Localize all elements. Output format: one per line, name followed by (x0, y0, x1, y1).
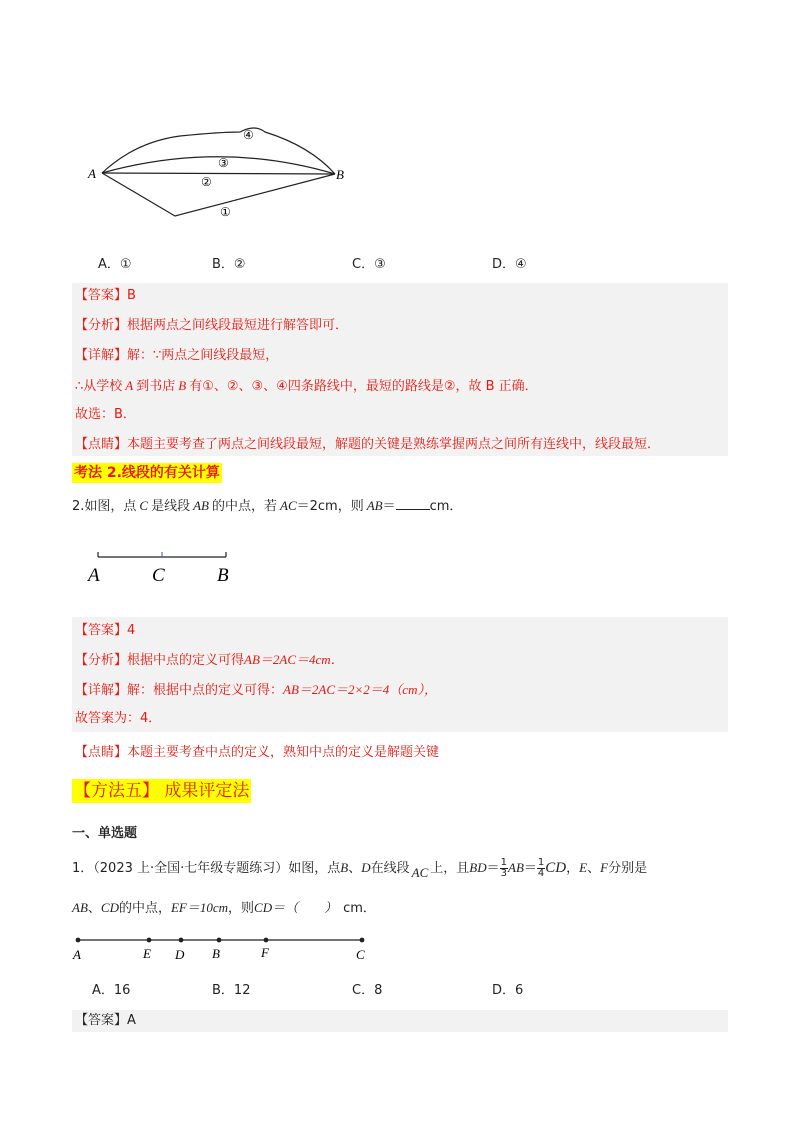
q1-answer (75, 287, 136, 305)
point-c-dot (360, 938, 365, 943)
detail-var-b: B (178, 378, 187, 393)
q3-stem-line2 (72, 899, 376, 918)
analysis-expr: AB＝2AC＝4cm． (244, 652, 344, 667)
stem-text: 的中点， (118, 901, 171, 916)
stem-text: ，则 (228, 901, 255, 916)
stem-var-ab: AB (193, 498, 209, 513)
stem-text: 、 (587, 861, 601, 876)
comment-tag: 【点睛】 (75, 745, 128, 760)
option-d: D．④ (492, 257, 527, 272)
stem-text: 、 (87, 901, 101, 916)
stem-var-ac: AC (411, 865, 429, 880)
stem-text: 2.如图，点 (72, 499, 137, 514)
point-a-label: A (88, 565, 100, 586)
fraction-one-third: $\frac{1}{3}$ (500, 857, 508, 879)
route-1-label: ① (220, 205, 231, 219)
stem-var-c: C (139, 498, 149, 513)
equals: ＝ (486, 861, 500, 876)
detail-tag: 【详解】 (75, 348, 128, 363)
comment-text: 本题主要考查中点的定义，熟知中点的定义是解题关键 (127, 745, 440, 760)
option-c: C．③ (352, 257, 386, 272)
q2-solution-block (72, 617, 728, 732)
point-e-dot (147, 938, 152, 943)
point-a-dot (76, 938, 81, 943)
point-a-label: A (73, 947, 81, 962)
method-heading: 【方法五】 成果评定法 (74, 781, 250, 801)
option-b: B．12 (212, 983, 251, 998)
q3-solution-block (72, 1010, 728, 1032)
stem-var-cd: CD (100, 900, 119, 915)
option-a: A．16 (92, 983, 131, 998)
answer-value: B (127, 288, 136, 303)
answer-tag: 【答案】 (75, 1013, 128, 1028)
analysis-text: 根据中点的定义可得 (127, 653, 245, 668)
q1-solution-block (72, 283, 728, 456)
q2-answer (75, 622, 135, 640)
option-c: C．8 (352, 983, 383, 998)
stem-var-ac: AC (280, 498, 297, 513)
point-f-label: F (261, 945, 269, 960)
point-d-label: D (175, 947, 185, 962)
detail-tag: 【详解】 (75, 683, 128, 698)
q1-detail-line2 (75, 377, 538, 396)
detail-text: ∴从学校 (75, 379, 123, 394)
point-b-label: B (212, 946, 220, 961)
option-a: A．① (98, 257, 132, 272)
q1-detail-line3: 故选：B． (75, 407, 136, 422)
stem-text: ＝2cm，则 (296, 499, 364, 514)
analysis-tag: 【分析】 (75, 653, 128, 668)
q1-analysis (75, 317, 348, 335)
fraction-one-fourth: $\frac{1}{4}$ (537, 857, 545, 879)
stem-text: 上，且 (430, 861, 470, 876)
expr-cd-blank: CD＝（ ） (254, 900, 338, 915)
answer-value: 4 (127, 623, 136, 638)
expr-ab: AB (508, 860, 524, 875)
detail-text: 解：根据中点的定义可得： (127, 683, 284, 698)
answer-blank[interactable] (396, 497, 430, 510)
q2-detail-line2: 故答案为：4． (75, 711, 162, 726)
q2-comment (75, 744, 439, 762)
section-heading: 考法 2.线段的有关计算 (74, 465, 220, 481)
q3-answer (75, 1012, 136, 1030)
point-b-label: B (336, 167, 344, 182)
stem-text: 分别是 (608, 861, 648, 876)
expr-ef: EF＝10cm (170, 900, 229, 915)
stem-text: cm． (343, 901, 376, 916)
comment-tag: 【点睛】 (75, 437, 128, 452)
stem-text: 在线段 (370, 861, 410, 876)
route-figure (80, 118, 360, 228)
expr-bd: BD (469, 860, 487, 875)
route-3-label: ③ (218, 156, 229, 170)
analysis-text: 根据两点之间线段最短进行解答即可． (127, 318, 349, 333)
point-c-label: C (356, 947, 365, 962)
detail-text: 到书店 (136, 379, 176, 394)
detail-line1: 解：∵两点之间线段最短， (127, 348, 279, 363)
point-e-label: E (143, 946, 151, 961)
option-b: B．② (212, 257, 246, 272)
segment-figure (84, 548, 244, 588)
part-heading: 一、单选题 (72, 826, 138, 841)
stem-text: 、 (348, 861, 362, 876)
analysis-tag: 【分析】 (75, 318, 128, 333)
answer-tag: 【答案】 (75, 288, 128, 303)
comment-text: 本题主要考查了两点之间线段最短，解题的关键是熟练掌握两点之间所有连线中，线段最短． (127, 437, 661, 452)
stem-text: ， (566, 861, 580, 876)
route-2-path (102, 173, 335, 174)
stem-text: 是线段 (151, 499, 191, 514)
q2-analysis (75, 651, 344, 670)
route-2-label: ② (201, 175, 212, 189)
equals: ＝ (523, 861, 537, 876)
point-d-dot (179, 938, 184, 943)
stem-text: ＝ (382, 499, 396, 514)
q3-stem (72, 855, 647, 881)
stem-text: 1．（2023 上·全国·七年级专题练习）如图，点 (72, 861, 341, 876)
route-4-label: ④ (243, 128, 254, 142)
detail-var-a: A (125, 378, 134, 393)
answer-value: A (127, 1013, 136, 1028)
point-b-dot (217, 938, 222, 943)
detail-expr: AB＝2AC＝2×2＝4（cm）， (283, 682, 437, 697)
stem-var-d: D (361, 860, 371, 875)
stem-text: cm． (429, 499, 463, 514)
detail-text: 有①、②、③、④四条路线中，最短的路线是②，故 B 正确． (189, 379, 538, 394)
stem-var-b: B (340, 860, 349, 875)
q2-detail (75, 681, 437, 700)
q1-comment (75, 436, 660, 454)
stem-var-f: F (600, 860, 609, 875)
point-a-label: A (88, 166, 96, 181)
expr-cd: CD (545, 860, 567, 876)
route-1-path (102, 173, 335, 216)
answer-tag: 【答案】 (75, 623, 128, 638)
number-line-figure (66, 930, 376, 962)
point-b-label: B (217, 565, 229, 586)
q1-detail (75, 347, 278, 365)
option-d: D．6 (492, 983, 524, 998)
stem-var-ab: AB (366, 498, 383, 513)
point-f-dot (264, 938, 269, 943)
point-c-label: C (152, 565, 165, 586)
stem-var-e: E (579, 860, 588, 875)
stem-text: 的中点，若 (211, 499, 277, 514)
q2-stem (72, 497, 462, 516)
stem-var-ab: AB (72, 900, 88, 915)
